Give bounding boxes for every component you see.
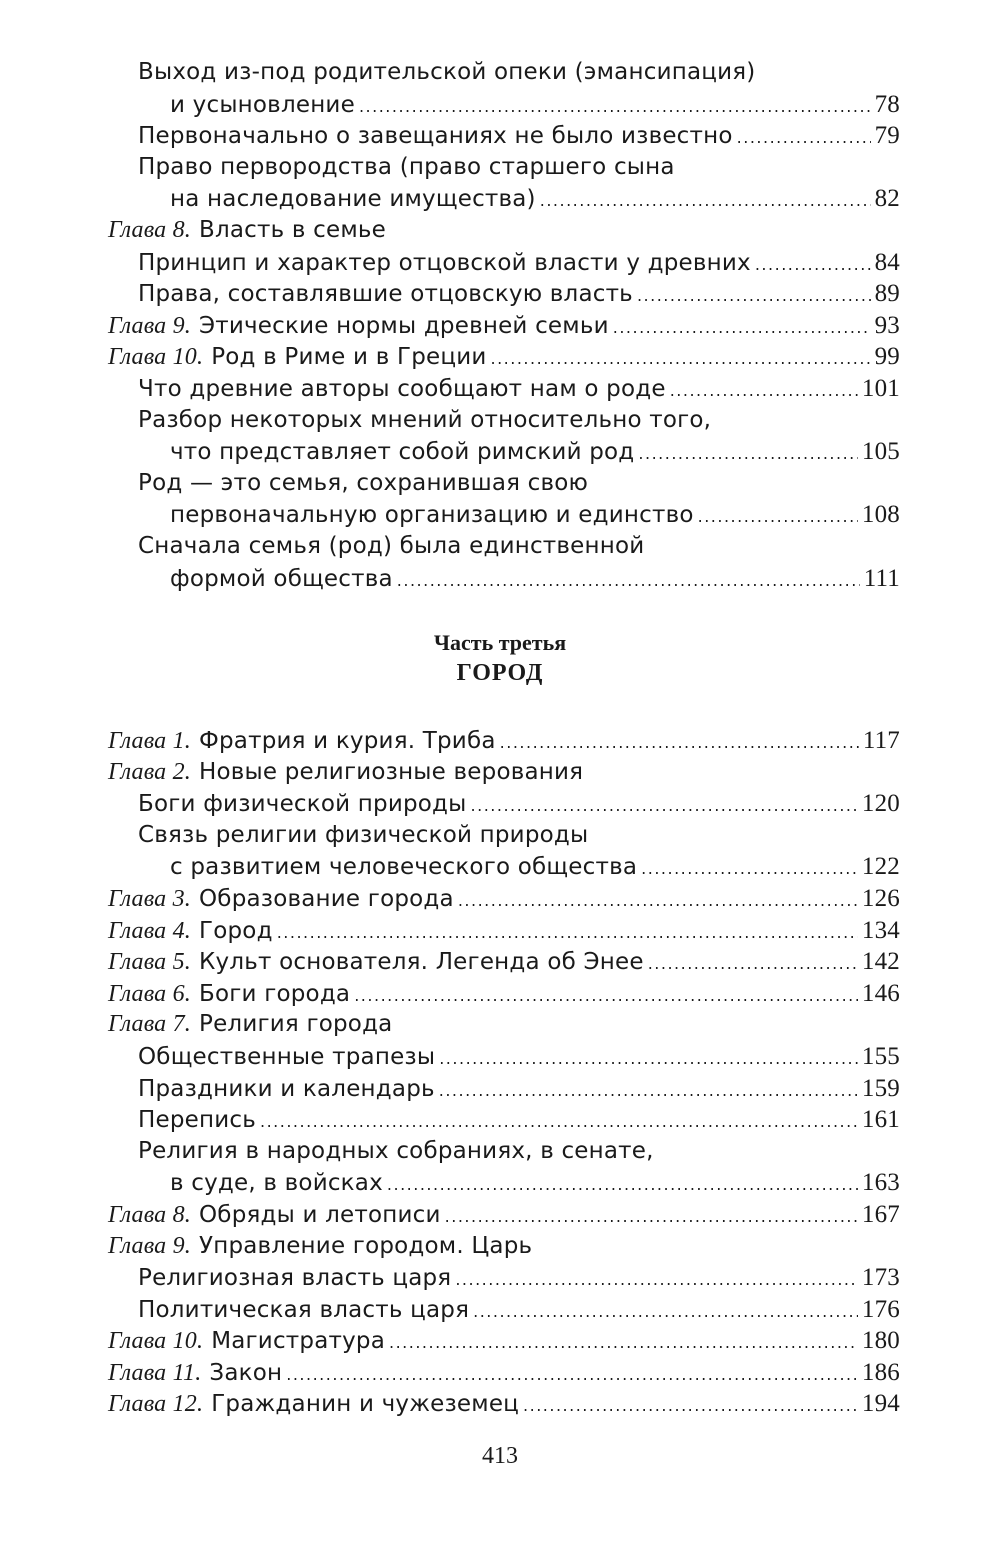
toc-entry-title: Боги физической природы	[138, 791, 467, 818]
toc-entry-text-wrap	[108, 342, 487, 374]
dot-leader	[389, 1327, 858, 1359]
toc-entry-text-wrap	[138, 57, 755, 89]
chapter-label: Глава 12.	[108, 1391, 204, 1418]
toc-entry-text-wrap	[108, 884, 454, 916]
toc-chapter-entry	[108, 946, 900, 978]
chapter-label: Глава 11.	[108, 1359, 202, 1386]
toc-page-number: 99	[874, 343, 900, 371]
chapter-label: Глава 8.	[108, 1201, 191, 1228]
toc-entry-text-wrap	[138, 152, 675, 184]
toc-chapter-entry	[108, 1199, 900, 1231]
toc-subentry	[108, 1104, 900, 1136]
toc-entry-title: Власть в семье	[199, 216, 387, 243]
toc-entry-text-wrap	[138, 820, 588, 852]
toc-entry-text-wrap	[138, 1074, 435, 1106]
toc-subentry	[108, 788, 900, 820]
toc-entry-text-wrap	[138, 468, 588, 500]
toc-subentry	[108, 1073, 900, 1105]
toc-subentry	[108, 436, 900, 468]
toc-entry-text-wrap	[170, 184, 536, 216]
toc-entry-text-wrap	[108, 916, 273, 948]
toc-entry-title: Выход из-под родительской опеки (эмансипация)	[138, 59, 756, 85]
toc-chapter-entry	[108, 978, 900, 1010]
toc-page-number: 101	[861, 374, 900, 402]
toc-entry-text-wrap	[108, 1200, 441, 1232]
toc-subentry	[108, 120, 900, 152]
toc-entry-text-wrap	[138, 1295, 469, 1327]
toc-entry-title: в суде, в войсках	[170, 1170, 383, 1197]
toc-chapter-entry	[108, 725, 900, 757]
chapter-label: Глава 8.	[108, 216, 191, 243]
page-number: 413	[482, 1443, 518, 1469]
toc-entry-text-wrap	[108, 1389, 519, 1421]
toc-subentry	[108, 1262, 900, 1294]
toc-subentry	[108, 820, 900, 852]
toc-chapter-entry	[108, 757, 900, 789]
dot-leader	[455, 1264, 858, 1296]
dot-leader	[523, 1390, 858, 1422]
toc-entry-title: Образование города	[199, 885, 454, 912]
toc-entry-text-wrap	[138, 1263, 451, 1295]
toc-subentry	[108, 531, 900, 563]
dot-leader	[277, 917, 858, 949]
toc-subentry	[108, 373, 900, 405]
toc-entry-text-wrap	[108, 311, 609, 343]
toc-subentry	[108, 1041, 900, 1073]
dot-leader	[737, 122, 871, 154]
dot-leader	[540, 185, 871, 217]
toc-entry-text-wrap	[138, 248, 751, 280]
toc-entry-text-wrap	[138, 1042, 435, 1074]
toc-chapter-entry	[108, 310, 900, 342]
toc-subentry	[108, 1136, 900, 1168]
toc-entry-title: Управление городом. Царь	[199, 1232, 533, 1259]
toc-page-number: 120	[861, 790, 900, 818]
toc-subentry	[108, 851, 900, 883]
dot-leader	[359, 91, 871, 123]
chapter-label: Глава 7.	[108, 1011, 191, 1038]
toc-page-number: 155	[861, 1042, 900, 1070]
toc-entry-title: Культ основателя. Легенда об Энее	[199, 949, 644, 976]
toc-entry-text-wrap	[108, 1231, 532, 1263]
toc-entry-title: Гражданин и чужеземец	[211, 1391, 520, 1418]
toc-page-number: 89	[874, 280, 900, 308]
part-title: ГОРОД	[456, 660, 544, 686]
dot-leader	[439, 1075, 858, 1107]
toc-page-number: 79	[874, 122, 900, 150]
toc-page-number: 122	[861, 853, 900, 881]
toc-page-number: 173	[861, 1264, 900, 1292]
toc-subentry	[108, 57, 900, 89]
toc-entry-title: Политическая власть царя	[138, 1296, 470, 1323]
toc-entry-title: Религия города	[199, 1011, 393, 1038]
toc-entry-text-wrap	[170, 1168, 383, 1200]
toc-entry-text-wrap	[170, 500, 694, 532]
toc-entry-text-wrap	[138, 121, 733, 153]
toc-entry-text-wrap	[170, 852, 637, 884]
dot-leader	[755, 249, 871, 281]
dot-leader	[286, 1359, 858, 1391]
toc-page-number: 134	[861, 916, 900, 944]
toc-entry-title: с развитием человеческого общества	[170, 854, 638, 881]
toc-page-number: 117	[862, 727, 900, 754]
toc-entry-text-wrap	[108, 726, 496, 758]
toc-chapter-entry	[108, 215, 900, 247]
chapter-label: Глава 4.	[108, 917, 191, 944]
toc-entry-title: и усыновление	[170, 91, 355, 118]
toc-chapter-entry	[108, 1231, 900, 1263]
toc-entry-text-wrap	[138, 789, 467, 821]
toc-page-number: 142	[861, 948, 900, 976]
chapter-label: Глава 2.	[108, 758, 191, 785]
toc-chapter-entry	[108, 883, 900, 915]
toc-entry-text-wrap	[108, 1358, 282, 1390]
toc-page-number: 146	[861, 979, 900, 1007]
toc-subentry	[108, 278, 900, 310]
toc-entry-text-wrap	[108, 1326, 385, 1358]
toc-subentry	[108, 1294, 900, 1326]
toc-entry-title: Связь религии физической природы	[138, 821, 589, 848]
toc-chapter-entry	[108, 1009, 900, 1041]
toc-page-number: 93	[874, 311, 900, 339]
toc-entry-title: Закон	[209, 1359, 283, 1386]
toc-entry-title: Фратрия и курия. Триба	[199, 728, 496, 754]
dot-leader	[445, 1201, 858, 1233]
toc-page-number: 159	[861, 1074, 900, 1102]
toc-subentry	[108, 468, 900, 500]
toc-page-number: 84	[874, 248, 900, 276]
toc-entry-title: Обряды и летописи	[199, 1201, 441, 1228]
toc-entry-title: Принцип и характер отцовской власти у древних	[138, 249, 751, 276]
chapter-label: Глава 10.	[108, 1328, 204, 1355]
toc-entry-text-wrap	[108, 215, 386, 247]
toc-entry-text-wrap	[138, 279, 633, 311]
toc-entry-text-wrap	[108, 1009, 392, 1041]
chapter-label: Глава 9.	[108, 312, 191, 339]
dot-leader	[613, 312, 871, 344]
toc-subentry	[108, 183, 900, 215]
toc-entry-text-wrap	[108, 757, 583, 789]
toc-entry-title: Первоначально о завещаниях не было известно	[138, 123, 733, 150]
toc-chapter-entry	[108, 1357, 900, 1389]
toc-page-number: 105	[861, 438, 900, 466]
toc-subentry	[108, 563, 900, 595]
toc-entry-title: Праздники и календарь	[138, 1075, 435, 1102]
chapter-label: Глава 5.	[108, 949, 191, 976]
dot-leader	[354, 980, 858, 1012]
toc-entry-title: Новые религиозные верования	[199, 758, 584, 785]
toc-entry-text-wrap	[108, 979, 350, 1011]
toc-page-number: 163	[861, 1169, 900, 1197]
dot-leader	[471, 790, 858, 822]
toc-entry-title: Религиозная власть царя	[138, 1265, 452, 1292]
dot-leader	[648, 948, 858, 980]
chapter-label: Глава 3.	[108, 885, 191, 912]
toc-entry-title: что представляет собой римский род	[170, 439, 635, 466]
toc-section-bottom	[108, 725, 900, 1420]
toc-page-number: 126	[861, 884, 900, 912]
toc-chapter-entry	[108, 915, 900, 947]
toc-entry-text-wrap	[170, 437, 634, 469]
dot-leader	[698, 501, 858, 533]
toc-section-top	[108, 57, 900, 594]
toc-page-number: 186	[861, 1358, 900, 1386]
toc-subentry	[108, 405, 900, 437]
toc-entry-title: Род — это семья, сохранившая свою	[138, 469, 589, 496]
toc-subentry	[108, 247, 900, 279]
dot-leader	[473, 1296, 858, 1328]
toc-entry-title: Род в Риме и в Греции	[211, 344, 487, 371]
dot-leader	[458, 885, 858, 917]
toc-entry-text-wrap	[170, 564, 393, 596]
chapter-label: Глава 10.	[108, 344, 204, 371]
toc-entry-title: Права, составлявшие отцовскую власть	[138, 281, 633, 308]
dot-leader	[491, 343, 871, 375]
toc-chapter-entry	[108, 341, 900, 373]
toc-entry-text-wrap	[138, 1136, 654, 1168]
dot-leader	[641, 853, 858, 885]
toc-page-number: 180	[861, 1327, 900, 1355]
toc-entry-title: Общественные трапезы	[138, 1043, 436, 1070]
toc-page-number: 82	[874, 185, 900, 213]
chapter-label: Глава 1.	[108, 728, 191, 754]
toc-page-number: 161	[861, 1106, 900, 1134]
dot-leader	[500, 727, 859, 759]
toc-subentry	[108, 499, 900, 531]
toc-page-number: 167	[861, 1200, 900, 1228]
toc-entry-text-wrap	[108, 947, 644, 979]
dot-leader	[637, 280, 871, 312]
toc-entry-title: первоначальную организацию и единство	[170, 502, 694, 529]
dot-leader	[439, 1043, 858, 1075]
toc-page-number: 194	[861, 1390, 900, 1418]
toc-entry-text-wrap	[138, 531, 644, 563]
toc-chapter-entry	[108, 1325, 900, 1357]
toc-page-number: 111	[863, 564, 900, 592]
chapter-label: Глава 9.	[108, 1232, 191, 1259]
toc-entry-title: Сначала семья (род) была единственной	[138, 532, 645, 559]
toc-entry-title: Перепись	[138, 1107, 256, 1134]
toc-entry-text-wrap	[138, 405, 711, 437]
toc-entry-title: Этические нормы древней семьи	[199, 312, 609, 339]
toc-entry-text-wrap	[138, 1105, 256, 1137]
dot-leader	[638, 438, 857, 470]
toc-entry-text-wrap	[170, 90, 355, 122]
toc-entry-title: формой общества	[170, 565, 393, 592]
toc-entry-title: Боги города	[199, 980, 351, 1007]
toc-subentry	[108, 152, 900, 184]
dot-leader	[670, 375, 858, 407]
toc-entry-title: Религия в народных собраниях, в сенате,	[138, 1137, 654, 1164]
toc-entry-title: Магистратура	[211, 1328, 385, 1355]
toc-entry-title: Право первородства (право старшего сына	[138, 153, 675, 180]
dot-leader	[397, 565, 860, 597]
dot-leader	[260, 1106, 858, 1138]
chapter-label: Глава 6.	[108, 980, 191, 1007]
toc-subentry	[108, 1167, 900, 1199]
toc-entry-text-wrap	[138, 374, 666, 406]
toc-chapter-entry	[108, 1388, 900, 1420]
toc-page-number: 176	[861, 1295, 900, 1323]
dot-leader	[387, 1169, 858, 1201]
toc-entry-title: Город	[199, 917, 273, 944]
toc-page-number: 78	[874, 90, 900, 118]
toc-entry-title: Что древние авторы сообщают нам о роде	[138, 375, 666, 402]
part-subtitle: Часть третья	[433, 630, 567, 655]
toc-entry-title: Разбор некоторых мнений относительно того,	[138, 406, 712, 433]
toc-entry-title: на наследование имущества)	[170, 186, 536, 213]
toc-page-number: 108	[861, 501, 900, 529]
toc-subentry	[108, 89, 900, 121]
